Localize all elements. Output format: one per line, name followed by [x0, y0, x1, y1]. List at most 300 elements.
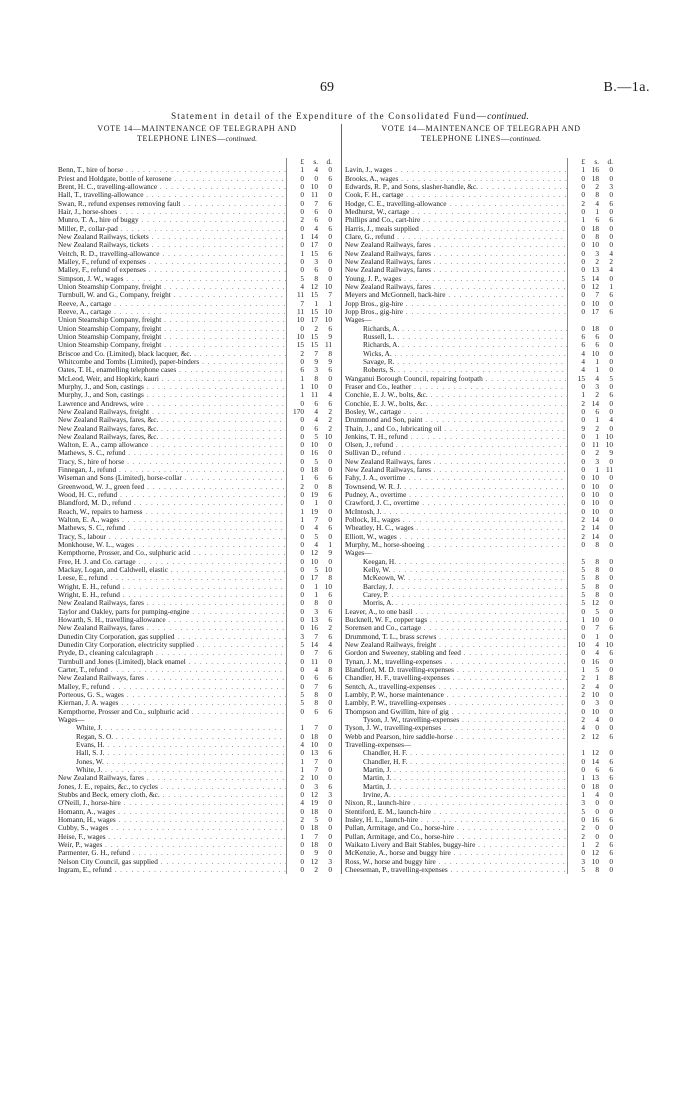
shillings: 1	[595, 366, 599, 375]
amount	[286, 216, 336, 224]
payee: Gordon and Sweeney, stabling and feed . . .	[345, 649, 567, 657]
payee: Dunedin City Corporation, gas supplied . . .	[58, 633, 286, 641]
pounds: 0	[300, 399, 304, 408]
pounds: 0	[300, 416, 304, 425]
payee: Sentch, A., travelling-expenses . . .	[345, 683, 567, 691]
ledger-row	[345, 533, 617, 541]
shillings: 16	[591, 166, 599, 175]
pounds: 4	[581, 366, 585, 375]
amount	[567, 391, 617, 399]
amount	[567, 516, 617, 524]
amount	[567, 258, 617, 266]
shillings: 10	[591, 491, 599, 500]
shillings: 1	[314, 299, 318, 308]
shillings: 17	[310, 241, 318, 250]
amount	[286, 833, 336, 841]
units	[286, 158, 336, 166]
right-column	[341, 124, 617, 874]
shillings: 12	[310, 282, 318, 291]
amount	[286, 533, 336, 541]
pounds: 2	[581, 832, 585, 841]
ledger-row	[58, 841, 336, 849]
shillings: 14	[591, 274, 599, 283]
shillings: 11	[591, 441, 599, 450]
payee: Chandler, H. F., travelling-expenses . . .	[345, 674, 567, 682]
pounds: 2	[581, 682, 585, 691]
pounds: 0	[300, 457, 304, 466]
amount	[286, 275, 336, 283]
pence: 0	[328, 374, 332, 383]
pence: 10	[324, 582, 332, 591]
shillings: 10	[591, 616, 599, 625]
pounds: 0	[300, 466, 304, 475]
ledger-row	[345, 699, 617, 707]
pence: 6	[328, 649, 332, 658]
payee: Homann, A., wages . . .	[58, 808, 286, 816]
amount	[286, 225, 336, 233]
pounds: 0	[300, 732, 304, 741]
payee: Union Steamship Company, freight . . .	[58, 333, 286, 341]
pence: 0	[609, 616, 613, 625]
amount	[286, 633, 336, 641]
ledger-row	[58, 549, 336, 557]
shillings: 4	[314, 524, 318, 533]
pounds: 2	[300, 774, 304, 783]
pounds: 0	[581, 324, 585, 333]
ledger-row	[345, 291, 617, 299]
pounds: 0	[581, 699, 585, 708]
ledger-row	[58, 425, 336, 433]
amount	[286, 649, 336, 657]
amount	[286, 599, 336, 607]
ledger-row	[58, 400, 336, 408]
ledger-row	[58, 591, 336, 599]
amount	[567, 175, 617, 183]
shillings: 8	[595, 191, 599, 200]
amount	[286, 425, 336, 433]
amount	[567, 524, 617, 532]
ledger-row	[58, 674, 336, 682]
amount	[567, 724, 617, 732]
shillings: 13	[591, 266, 599, 275]
payee: Leaver, A., to one basil . . .	[345, 608, 567, 616]
pence: 0	[609, 399, 613, 408]
ledger-row	[345, 566, 617, 574]
pounds: 0	[581, 182, 585, 191]
shillings: 14	[591, 757, 599, 766]
pence: 7	[328, 291, 332, 300]
payee: Cubby, S., wages . . .	[58, 824, 286, 832]
pounds: 170	[293, 407, 304, 416]
amount	[567, 808, 617, 816]
pounds: 1	[300, 832, 304, 841]
pence: 6	[328, 491, 332, 500]
shillings: 18	[591, 174, 599, 183]
amount	[286, 308, 336, 316]
payee: Martin, J. . . .	[345, 783, 567, 791]
pence: 0	[328, 499, 332, 508]
pence: 11	[605, 466, 613, 475]
amount	[567, 416, 617, 424]
shillings: 5	[595, 666, 599, 675]
ledger-row	[345, 241, 617, 249]
ledger-row	[58, 175, 336, 183]
shillings: 7	[314, 349, 318, 358]
payee: New Zealand Railways, fares . . .	[345, 250, 567, 258]
ledger-row	[345, 308, 617, 316]
pounds: 3	[300, 632, 304, 641]
ledger-row	[345, 350, 617, 358]
pence: 0	[609, 699, 613, 708]
shillings: 0	[314, 482, 318, 491]
ledger-row	[345, 366, 617, 374]
amount	[567, 358, 617, 366]
pence: 6	[328, 524, 332, 533]
pence: 0	[609, 715, 613, 724]
pounds: 5	[581, 599, 585, 608]
pounds: 0	[300, 532, 304, 541]
amount	[286, 325, 336, 333]
pence: 0	[609, 332, 613, 341]
pounds: 2	[581, 524, 585, 533]
pounds: 1	[581, 616, 585, 625]
ledger-row	[58, 533, 336, 541]
ledger-row	[58, 749, 336, 757]
amount	[567, 583, 617, 591]
shillings: 2	[595, 840, 599, 849]
pounds: 0	[300, 865, 304, 874]
amount	[567, 333, 617, 341]
ledger-row	[58, 275, 336, 283]
ledger-row	[58, 491, 336, 499]
ledger-row	[345, 724, 617, 732]
shillings: 1	[314, 591, 318, 600]
amount	[567, 574, 617, 582]
ledger-row	[345, 250, 617, 258]
payee: Heise, F., wages . . .	[58, 833, 286, 841]
pounds: 5	[300, 691, 304, 699]
ledger-row	[58, 608, 336, 616]
payee: Nixon, R., launch-hire . . .	[345, 799, 567, 807]
payee: Kiernan, J. A. wages . . .	[58, 699, 286, 707]
ledger-row	[58, 383, 336, 391]
pounds: 0	[581, 757, 585, 766]
shillings: 4	[595, 199, 599, 208]
pounds: 0	[581, 782, 585, 791]
pence: 3	[328, 790, 332, 799]
pence: 3	[328, 857, 332, 866]
shillings: 6	[595, 407, 599, 416]
shillings: 4	[314, 541, 318, 550]
pounds: 0	[581, 299, 585, 308]
payee: Kelly, W. . . .	[345, 566, 567, 574]
amount	[567, 766, 617, 774]
amount	[286, 483, 336, 491]
pence: 0	[609, 782, 613, 791]
amount	[567, 474, 617, 482]
ledger-row	[345, 300, 617, 308]
shillings: 1	[314, 499, 318, 508]
pounds: 1	[581, 774, 585, 783]
shillings: 4	[314, 416, 318, 425]
payee: Carter, T., refund . . .	[58, 666, 286, 674]
amount	[567, 216, 617, 224]
payee: New Zealand Railways, fares . . .	[58, 674, 286, 682]
pounds: 1	[300, 516, 304, 525]
ledger-row	[345, 233, 617, 241]
shillings: 3	[595, 382, 599, 391]
amount	[286, 666, 336, 674]
payee: Malley, F., refund of expenses . . .	[58, 258, 286, 266]
ledger-row	[58, 666, 336, 674]
left-rows	[58, 158, 336, 874]
shillings-unit: s.	[313, 158, 318, 166]
amount	[567, 866, 617, 874]
ledger-row	[345, 483, 617, 491]
payee: Finnegan, J., refund . . .	[58, 466, 286, 474]
amount	[567, 225, 617, 233]
amount	[286, 350, 336, 358]
shillings: 13	[591, 774, 599, 783]
pounds: 0	[581, 474, 585, 483]
payee: Sullivan D., refund . . .	[345, 449, 567, 457]
pounds-unit: £	[300, 158, 304, 166]
pence: 0	[609, 491, 613, 500]
payee: Ingram, E., refund . . .	[58, 866, 286, 874]
shillings: 10	[310, 441, 318, 450]
amount	[567, 483, 617, 491]
amount	[567, 691, 617, 699]
amount	[567, 649, 617, 657]
payee: Priest and Holdgate, bottle of kerosene . . .	[58, 175, 286, 183]
amount	[567, 716, 617, 724]
payee: Wages—	[345, 549, 372, 558]
payee: Richards, A. . . .	[345, 325, 567, 333]
amount	[567, 666, 617, 674]
pence: 6	[609, 765, 613, 774]
pounds: 5	[581, 566, 585, 575]
ledger-row	[345, 858, 617, 866]
payee: New Zealand Railways, freight . . .	[345, 641, 567, 649]
group-heading	[345, 741, 617, 749]
ledger-row	[345, 541, 617, 549]
pence: 0	[609, 382, 613, 391]
shillings: 1	[595, 466, 599, 475]
shillings: 7	[314, 757, 318, 766]
pounds: 0	[581, 765, 585, 774]
amount	[286, 674, 336, 682]
pence: 0	[609, 366, 613, 375]
amount	[286, 841, 336, 849]
pounds: 5	[581, 557, 585, 566]
pounds: 0	[300, 857, 304, 866]
amount	[567, 841, 617, 849]
right-column-heading	[345, 124, 617, 158]
pence: 8	[328, 574, 332, 583]
amount	[567, 300, 617, 308]
pence: 0	[609, 232, 613, 241]
pence: 4	[609, 416, 613, 425]
pence: 6	[328, 674, 332, 683]
payee: Stentiford, E. M., launch-hire . . .	[345, 808, 567, 816]
ledger-row	[345, 849, 617, 857]
pounds: 0	[300, 324, 304, 333]
pounds: 11	[296, 291, 304, 300]
ledger-row	[345, 258, 617, 266]
pence: 3	[609, 182, 613, 191]
amount	[286, 458, 336, 466]
ledger-row	[58, 791, 336, 799]
amount	[286, 375, 336, 383]
group-heading	[345, 316, 617, 324]
pence: 0	[609, 299, 613, 308]
shillings: 15	[310, 307, 318, 316]
amount	[286, 758, 336, 766]
pounds: 0	[581, 849, 585, 858]
amount	[286, 791, 336, 799]
ledger-row	[345, 341, 617, 349]
shillings: 6	[595, 765, 599, 774]
amount	[286, 549, 336, 557]
amount	[286, 383, 336, 391]
pounds: 0	[300, 674, 304, 683]
ledger-row	[345, 749, 617, 757]
amount	[567, 658, 617, 666]
pence: 0	[328, 849, 332, 858]
payee: Lavin, J., wages . . .	[345, 166, 567, 174]
amount	[567, 383, 617, 391]
amount	[567, 833, 617, 841]
pence: 0	[609, 191, 613, 200]
units	[567, 158, 617, 166]
pence	[599, 316, 613, 324]
pence: 9	[328, 332, 332, 341]
pounds: 1	[300, 757, 304, 766]
payee: New Zealand Railways, fares . . .	[58, 624, 286, 632]
pounds: 9	[581, 424, 585, 433]
shillings: 5	[314, 457, 318, 466]
pence: 0	[328, 740, 332, 749]
pounds: 0	[581, 416, 585, 425]
payee: Veitch, R. D., travelling-allowance . . .	[58, 250, 286, 258]
shillings: 4	[595, 641, 599, 650]
payee: Murphy, J., and Son, castings . . .	[58, 383, 286, 391]
payee: Cheeseman, P., travelling-expenses . . .	[345, 866, 567, 874]
payee: New Zealand Railways, fares . . .	[345, 241, 567, 249]
ledger-row	[58, 508, 336, 516]
ledger-row	[58, 633, 336, 641]
pounds: 10	[577, 641, 585, 650]
payee: Pullan, Armitage, and Co., horse-hire . . .	[345, 833, 567, 841]
pence: 0	[609, 516, 613, 525]
amount	[286, 258, 336, 266]
pounds: 0	[300, 499, 304, 508]
amount	[567, 466, 617, 474]
ledger-row	[345, 833, 617, 841]
amount	[567, 208, 617, 216]
pence: 0	[609, 207, 613, 216]
amount	[286, 849, 336, 857]
amount	[286, 300, 336, 308]
amount	[286, 658, 336, 666]
shillings: 14	[591, 524, 599, 533]
payee: McLeod, Weir, and Hopkirk, kauri . . .	[58, 375, 286, 383]
payee: Murphy, M., horse-shoeing . . .	[345, 541, 567, 549]
shillings: 10	[591, 499, 599, 508]
shillings: 4	[314, 166, 318, 175]
amount	[286, 766, 336, 774]
amount	[567, 624, 617, 632]
ledger-row	[58, 708, 336, 716]
pence: 8	[328, 482, 332, 491]
pence: 0	[328, 765, 332, 774]
pence: 10	[324, 566, 332, 575]
ledger-row	[58, 849, 336, 857]
amount	[567, 499, 617, 507]
pence: 6	[609, 624, 613, 633]
payee: Kempthorne, Prosser and Co., sulphuric acid . . .	[58, 708, 286, 716]
payee: Greenwood, W. J., green feed . . .	[58, 483, 286, 491]
ledger-row	[58, 316, 336, 324]
payee: Jones, J. E., repairs, &c., to cycles . . .	[58, 783, 286, 791]
ledger-row	[345, 574, 617, 582]
amount	[567, 699, 617, 707]
pence: 0	[328, 807, 332, 816]
pounds: 1	[300, 374, 304, 383]
pounds: 0	[581, 707, 585, 716]
pence: 0	[609, 274, 613, 283]
pence: 2	[609, 257, 613, 266]
pence-unit: d.	[326, 158, 332, 166]
shillings: 6	[314, 207, 318, 216]
shillings: 7	[314, 649, 318, 658]
pounds: 0	[300, 666, 304, 675]
shillings: 4	[595, 374, 599, 383]
pounds: 7	[300, 299, 304, 308]
payee: Roberts, S. . . .	[345, 366, 567, 374]
ledger-row	[58, 649, 336, 657]
amount	[567, 749, 617, 757]
amount	[567, 316, 617, 324]
pounds: 10	[296, 332, 304, 341]
shillings: 18	[310, 807, 318, 816]
pence: 0	[328, 657, 332, 666]
pounds: 0	[300, 241, 304, 250]
pounds: 0	[581, 499, 585, 508]
payee: Union Steamship Company, freight . . .	[58, 341, 286, 349]
pence: 0	[609, 807, 613, 816]
amount	[286, 816, 336, 824]
pence: 0	[609, 324, 613, 333]
ledger-row	[345, 716, 617, 724]
pounds: 4	[300, 282, 304, 291]
payee: Ross, W., horse and buggy hire . . .	[345, 858, 567, 866]
payee: Travelling-expenses—	[345, 740, 412, 749]
page-number: 69	[320, 80, 334, 95]
pounds: 5	[300, 641, 304, 650]
pence: 0	[609, 857, 613, 866]
payee: New Zealand Railways, fares . . .	[345, 458, 567, 466]
pounds: 0	[300, 207, 304, 216]
amount	[286, 583, 336, 591]
amount	[567, 674, 617, 682]
pence: 0	[609, 865, 613, 874]
ledger-row	[345, 458, 617, 466]
pence: 6	[609, 732, 613, 741]
shillings: 3	[595, 699, 599, 708]
pounds: 5	[581, 807, 585, 816]
ledger-row	[58, 441, 336, 449]
